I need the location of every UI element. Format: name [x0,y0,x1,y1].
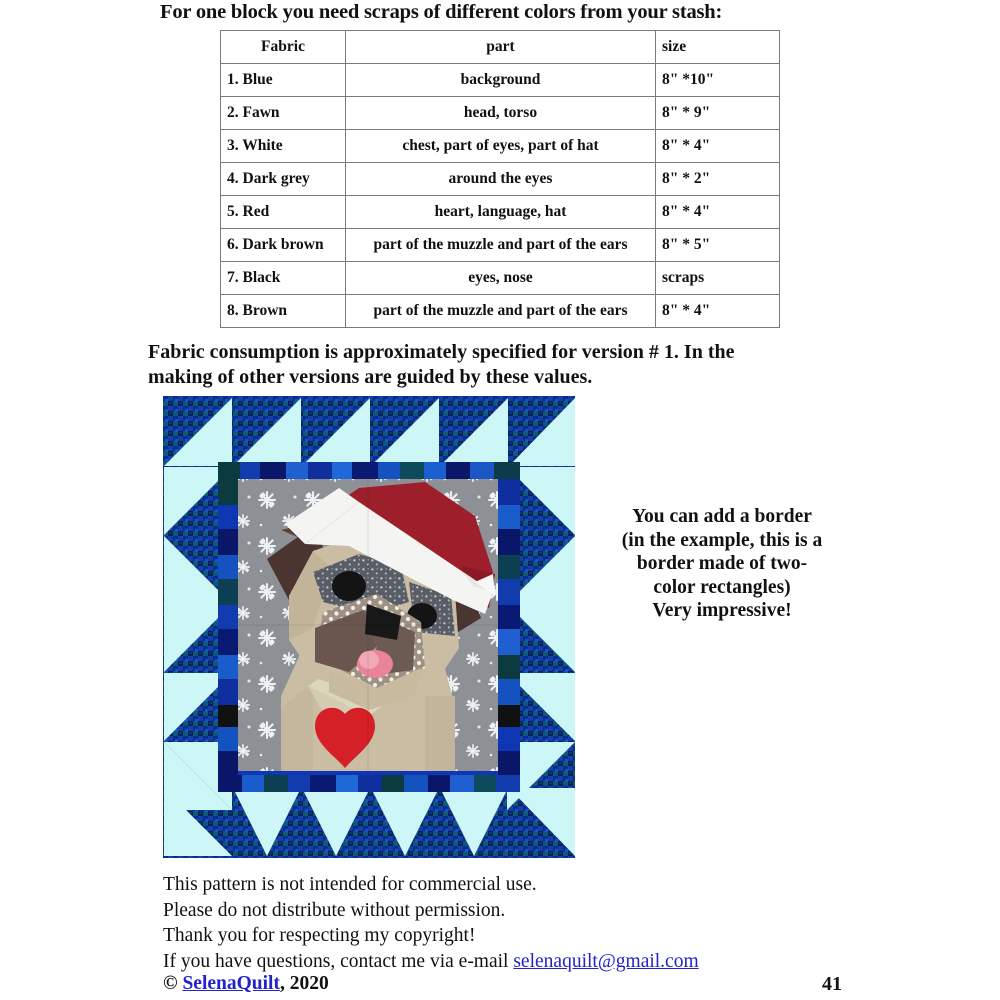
fabric-requirements-table [220,30,780,328]
caption-line-1: You can add a border [632,506,812,527]
table-row [221,262,780,295]
cell-part: head, torso [346,97,656,130]
table-row [221,295,780,328]
footer-line-2: Please do not distribute without permission. [163,899,506,921]
footer-line-3: Thank you for respecting my copyright! [163,925,476,946]
cell-part: eyes, nose [346,262,656,295]
cell-size: 8" * 4" [656,196,780,229]
cell-fabric: 4. Dark grey [221,163,346,196]
cell-size: scraps [656,262,780,295]
table-row [221,130,780,163]
footer-line-4 [163,949,863,975]
cell-fabric: 7. Black [221,262,346,295]
footer-contact-text: If you have questions, contact me via e-mail [163,950,514,972]
pug-tongue-highlight [359,651,379,669]
email-link[interactable]: selenaquilt@gmail.com [513,950,699,972]
border-tip-caption [582,505,862,623]
table-row [221,163,780,196]
column-header-fabric: Fabric [221,31,346,64]
cell-size: 8" * 4" [656,130,780,163]
cell-part: chest, part of eyes, part of hat [346,130,656,163]
cell-part: around the eyes [346,163,656,196]
cell-size: 8" * 4" [656,295,780,328]
cell-size: 8" * 2" [656,163,780,196]
table-header-row [221,31,780,64]
cell-fabric: 3. White [221,130,346,163]
table-row [221,196,780,229]
quilt-block-photo [163,396,575,858]
caption-line-4: color rectangles) [653,576,791,598]
cell-fabric: 1. Blue [221,64,346,97]
table-row [221,229,780,262]
caption-line-3: border made of two- [636,553,808,574]
cell-part: part of the muzzle and part of the ears [346,229,656,262]
footer-line-1: This pattern is not intended for commercial use. [163,874,537,895]
cell-part: part of the muzzle and part of the ears [346,295,656,328]
page-heading: For one block you need scraps of different colors from your stash: [160,1,723,23]
column-header-size: size [656,31,780,64]
cell-part: background [346,64,656,97]
cell-fabric: 6. Dark brown [221,229,346,262]
cell-fabric: 5. Red [221,196,346,229]
cell-part: heart, language, hat [346,196,656,229]
cell-fabric: 8. Brown [221,295,346,328]
cell-size: 8" *10" [656,64,780,97]
cell-fabric: 2. Fawn [221,97,346,130]
copyright-year: , 2020 [279,973,329,994]
fabric-consumption-note: Fabric consumption is approximately specified for version # 1. In the making of other versions are guided by these values. [148,341,735,388]
copyright-line [163,973,329,995]
caption-line-5: Very impressive! [652,600,792,621]
selenaquilt-link[interactable]: SelenaQuilt [182,973,280,994]
table-row [221,64,780,97]
caption-line-2: (in the example, this is a [621,529,823,551]
pug-torso-shade-right [425,696,455,771]
column-header-part: part [346,31,656,64]
cell-size: 8" * 9" [656,97,780,130]
cell-size: 8" * 5" [656,229,780,262]
footer-text [163,872,863,974]
page-number: 41 [822,973,842,995]
copyright-symbol: © [163,973,183,994]
pug-eye-left [332,571,366,601]
quilt-illustration [163,396,575,858]
table-row [221,97,780,130]
